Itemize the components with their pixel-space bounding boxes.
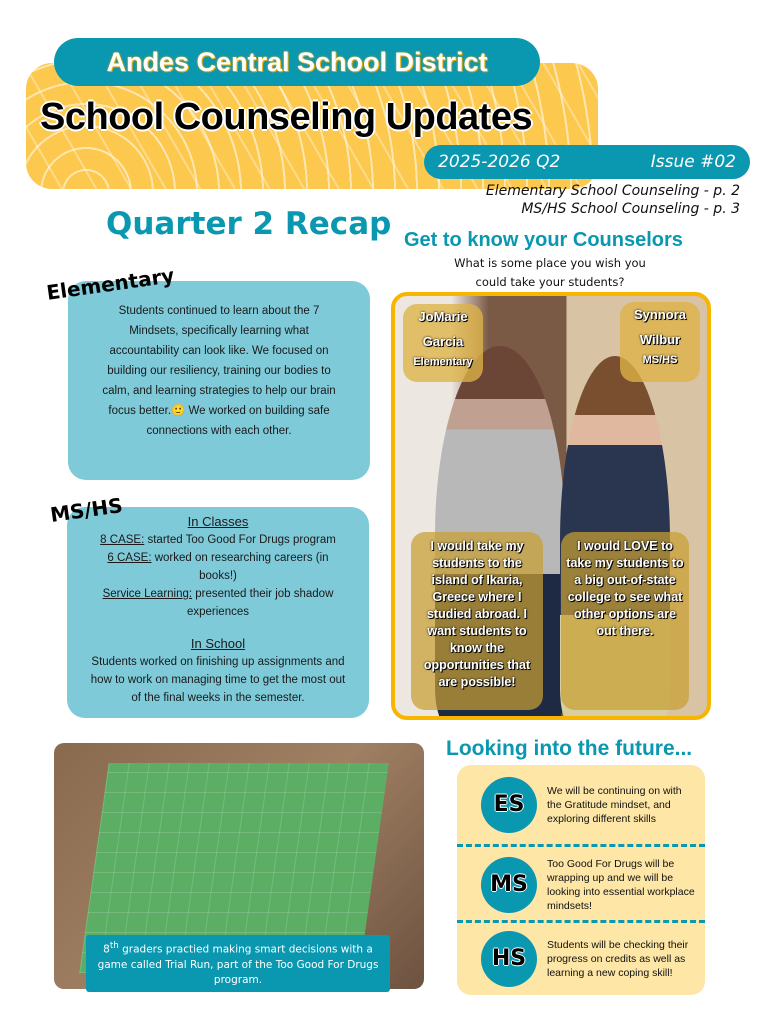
counselors-heading: Get to know your Counselors	[404, 229, 683, 251]
future-row-es	[457, 767, 705, 842]
counselor-first-name: Synnora	[633, 307, 686, 322]
elementary-recap-box	[68, 281, 370, 480]
counselor-last-name: Garcia	[422, 334, 464, 349]
counselor-name-card	[403, 304, 483, 382]
counselors-photo	[391, 292, 711, 720]
counselor-name-card	[620, 302, 700, 382]
future-text: Students will be checking their progress on credits as well as learning a new coping skill!	[547, 938, 689, 979]
recap-item: 6 CASE: worked on researching careers (in books!)	[107, 552, 329, 582]
toc-item: MS/HS School Counseling - p. 3	[521, 201, 740, 217]
photo-caption: 8th graders practied making smart decisions with a game called Trial Run, part of the Too Good For Drugs program.	[86, 935, 390, 992]
recap-heading: Quarter 2 Recap	[106, 206, 392, 242]
future-row-hs	[457, 921, 705, 996]
hs-badge: HS	[481, 931, 537, 987]
district-name: Andes Central School District	[54, 38, 540, 86]
ms-badge: MS	[481, 857, 537, 913]
elementary-tag: Elementary	[44, 263, 176, 305]
recap-item: Service Learning: presented their job shadow experiences	[102, 588, 334, 618]
toc-item: Elementary School Counseling - p. 2	[485, 183, 740, 199]
issue-label: Issue #02	[650, 152, 736, 172]
table-of-contents	[486, 182, 740, 218]
mshs-tag: MS/HS	[48, 493, 125, 527]
counselors-question: What is some place you wish you could take your students?	[454, 256, 646, 289]
term-label: 2025-2026 Q2	[438, 152, 561, 172]
future-box	[457, 765, 705, 995]
es-badge: ES	[481, 777, 537, 833]
counselor-role: Elementary	[413, 356, 473, 368]
future-text: Too Good For Drugs will be wrapping up and we will be looking into essential workplace mindsets!	[547, 857, 695, 912]
counselor-role: MS/HS	[642, 354, 678, 366]
newsletter-title: School Counseling Updates	[40, 96, 533, 138]
counselor-answer: I would take my students to the island of Ikaria, Greece where I studied abroad. I want students to know the opportunities that are possible!	[411, 532, 543, 710]
future-row-ms	[457, 847, 705, 922]
counselor-answer: I would LOVE to take my students to a big out-of-state college to see what other options are out there.	[561, 532, 689, 710]
issue-bar	[424, 145, 750, 179]
recap-item: 8 CASE: started Too Good For Drugs program	[100, 534, 336, 546]
in-school-heading: In School	[190, 636, 246, 651]
in-school-text: Students worked on finishing up assignments and how to work on managing time to get the most out of the final weeks in the semester.	[90, 656, 346, 704]
counselor-last-name: Wilbur	[639, 332, 681, 347]
mshs-recap-box	[67, 507, 369, 718]
future-text: We will be continuing on with the Gratitude mindset, and exploring different skills	[547, 784, 682, 825]
counselor-first-name: JoMarie	[418, 309, 468, 324]
elementary-recap-text: Students continued to learn about the 7 Mindsets, specifically learning what accountability can look like. We focused on building our resiliency, training our bodies to calm, and learning strategies to help our brain focus better.🙂 We worked on building safe connections with each other.	[102, 305, 336, 437]
in-classes-heading: In Classes	[187, 514, 249, 529]
future-heading: Looking into the future...	[446, 737, 693, 760]
